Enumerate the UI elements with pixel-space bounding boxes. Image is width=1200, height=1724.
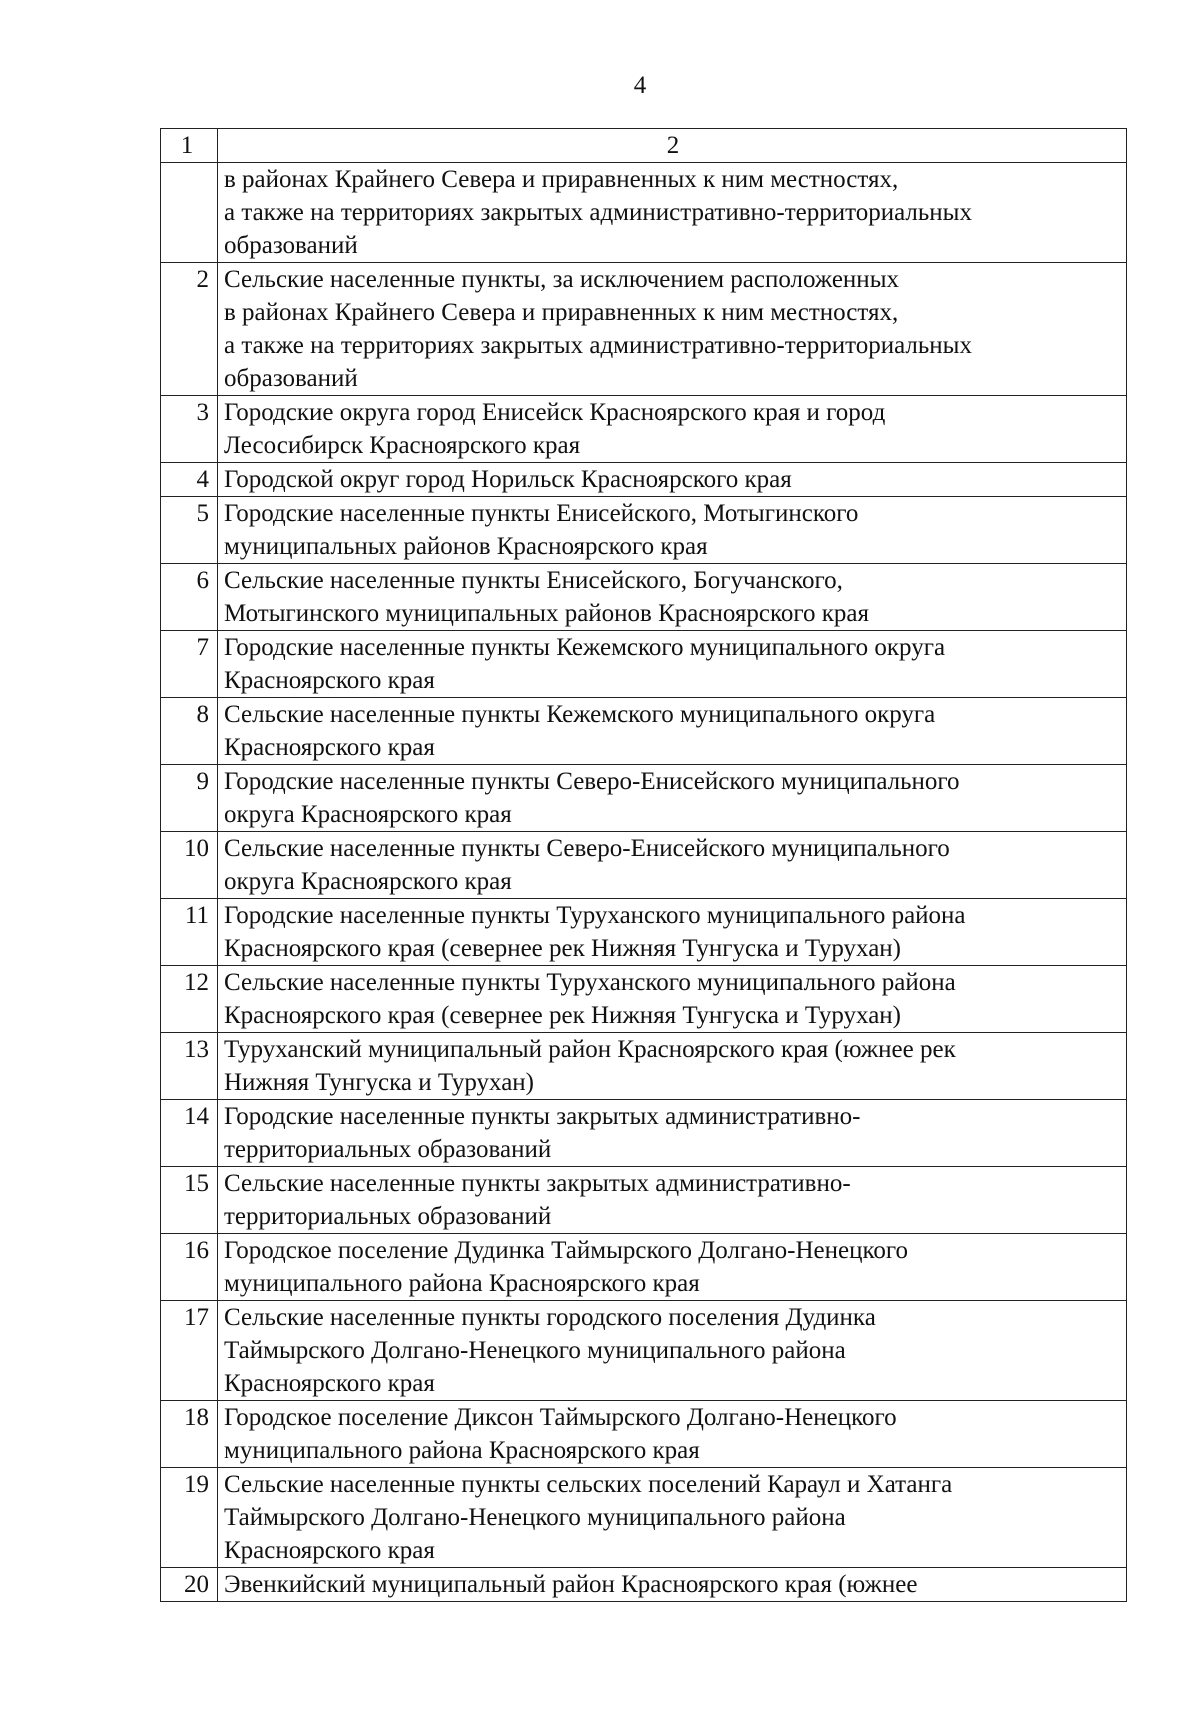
row-number: 7 [161, 631, 218, 698]
table-row [161, 1167, 1127, 1234]
table-row [161, 698, 1127, 765]
row-text: Сельские населенные пункты Кежемского муниципального округа Красноярского края [218, 698, 1127, 765]
row-text: Сельские населенные пункты Северо-Енисейского муниципального округа Красноярского края [218, 832, 1127, 899]
territory-table [160, 128, 1127, 1602]
table-row [161, 396, 1127, 463]
row-number: 6 [161, 564, 218, 631]
table-row [161, 564, 1127, 631]
row-text: Сельские населенные пункты закрытых административно- территориальных образований [218, 1167, 1127, 1234]
table-row [161, 966, 1127, 1033]
row-number: 13 [161, 1033, 218, 1100]
row-number: 12 [161, 966, 218, 1033]
row-text: Городской округ город Норильск Красноярского края [218, 463, 1127, 497]
table-row [161, 1100, 1127, 1167]
table-row [161, 631, 1127, 698]
table-row [161, 463, 1127, 497]
row-text: Сельские населенные пункты Туруханского муниципального района Красноярского края (севернее рек Нижняя Тунгуска и Турухан) [218, 966, 1127, 1033]
row-number: 11 [161, 899, 218, 966]
row-text: в районах Крайнего Севера и приравненных к ним местностях, а также на территориях закрытых административно-территориальных образований [218, 163, 1127, 263]
row-text: Городские населенные пункты Северо-Енисейского муниципального округа Красноярского края [218, 765, 1127, 832]
row-number [161, 163, 218, 263]
table-row [161, 765, 1127, 832]
row-text: Городские округа город Енисейск Красноярского края и город Лесосибирск Красноярского края [218, 396, 1127, 463]
row-text: Городские населенные пункты Кежемского муниципального округа Красноярского края [218, 631, 1127, 698]
row-text: Городские населенные пункты Енисейского, Мотыгинского муниципальных районов Красноярского края [218, 497, 1127, 564]
row-text: Сельские населенные пункты, за исключением расположенных в районах Крайнего Севера и приравненных к ним местностях, а также на территориях закрытых административно-территориальных образований [218, 263, 1127, 396]
table-row [161, 263, 1127, 396]
page-number: 4 [633, 72, 647, 99]
table-row [161, 163, 1127, 263]
row-text: Сельские населенные пункты сельских поселений Караул и Хатанга Таймырского Долгано-Ненецкого муниципального района Красноярского края [218, 1468, 1127, 1568]
row-number: 14 [161, 1100, 218, 1167]
row-text: Сельские населенные пункты городского поселения Дудинка Таймырского Долгано-Ненецкого муниципального района Красноярского края [218, 1301, 1127, 1401]
row-text: Городские населенные пункты закрытых административно- территориальных образований [218, 1100, 1127, 1167]
table-row [161, 832, 1127, 899]
row-number: 20 [161, 1568, 218, 1602]
row-number: 15 [161, 1167, 218, 1234]
row-text: Эвенкийский муниципальный район Красноярского края (южнее [218, 1568, 1127, 1602]
row-number: 3 [161, 396, 218, 463]
row-number: 8 [161, 698, 218, 765]
table-row [161, 1301, 1127, 1401]
row-number: 16 [161, 1234, 218, 1301]
row-number: 19 [161, 1468, 218, 1568]
row-number: 5 [161, 497, 218, 564]
header-col-1: 1 [161, 129, 218, 163]
table-row [161, 1234, 1127, 1301]
row-number: 9 [161, 765, 218, 832]
table-row [161, 497, 1127, 564]
row-text: Городское поселение Диксон Таймырского Долгано-Ненецкого муниципального района Красноярского края [218, 1401, 1127, 1468]
header-col-2: 2 [218, 129, 1127, 163]
row-number: 18 [161, 1401, 218, 1468]
table-row [161, 1468, 1127, 1568]
row-number: 2 [161, 263, 218, 396]
table-row [161, 899, 1127, 966]
row-text: Сельские населенные пункты Енисейского, Богучанского, Мотыгинского муниципальных районов Красноярского края [218, 564, 1127, 631]
table-row [161, 1401, 1127, 1468]
row-number: 17 [161, 1301, 218, 1401]
row-text: Туруханский муниципальный район Красноярского края (южнее рек Нижняя Тунгуска и Турухан) [218, 1033, 1127, 1100]
row-number: 10 [161, 832, 218, 899]
table-row [161, 1568, 1127, 1602]
table-header-row [161, 129, 1127, 163]
table-row [161, 1033, 1127, 1100]
row-text: Городское поселение Дудинка Таймырского Долгано-Ненецкого муниципального района Красноярского края [218, 1234, 1127, 1301]
row-number: 4 [161, 463, 218, 497]
row-text: Городские населенные пункты Туруханского муниципального района Красноярского края (севернее рек Нижняя Тунгуска и Турухан) [218, 899, 1127, 966]
